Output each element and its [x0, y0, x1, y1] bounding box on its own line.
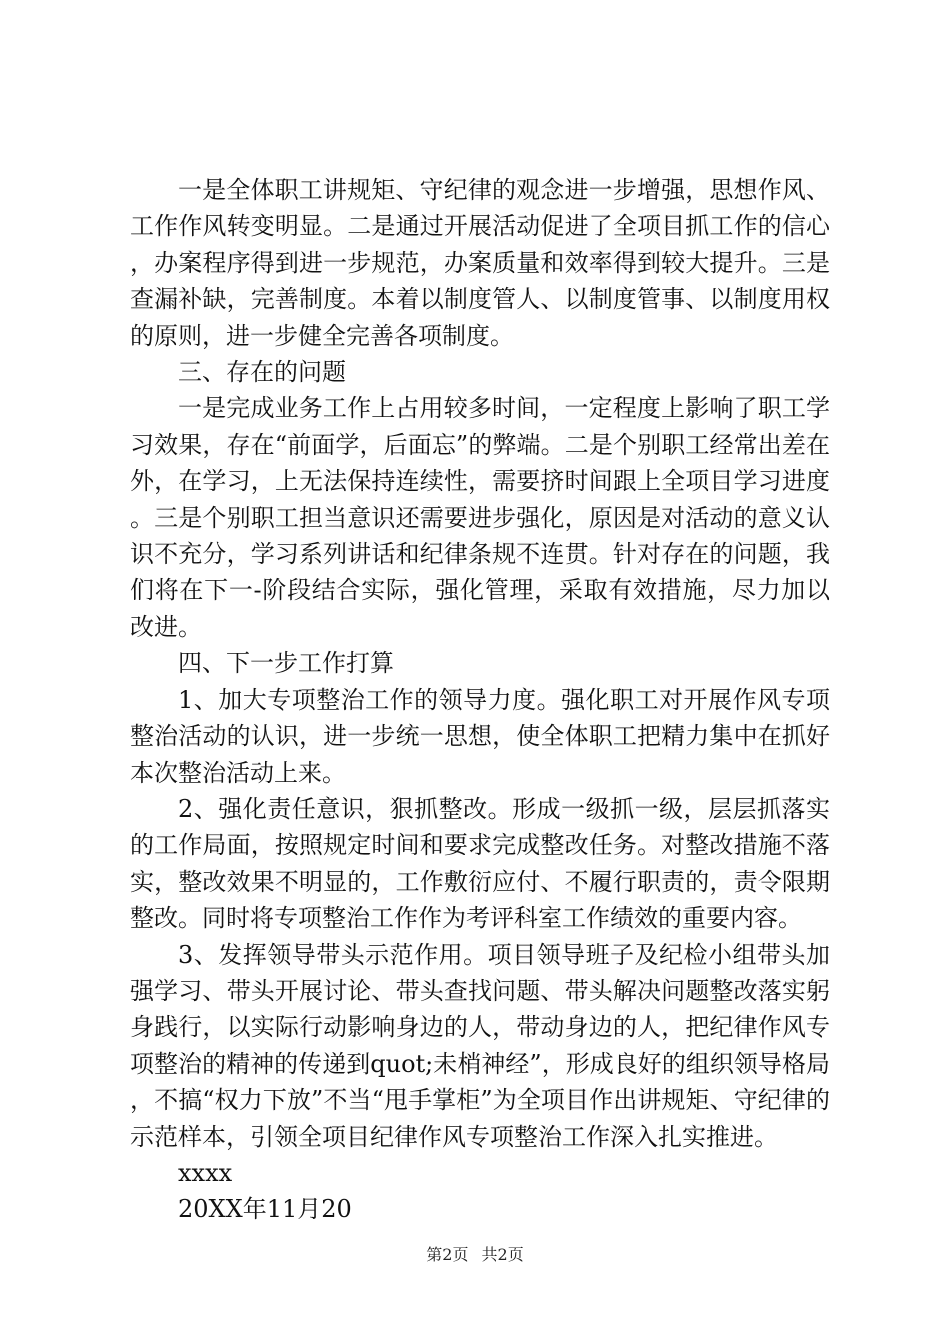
page-number: 第2页: [426, 1245, 469, 1264]
paragraph-step-2: 2、强化责任意识，狠抓整改。形成一级抓一级，层层抓落实的工作局面，按照规定时间和要求完成整改任务。对整改措施不落实，整改效果不明显的，工作敷衍应付、不履行职责的，责令限期整改。同时将专项整治工作作为考评科室工作绩效的重要内容。: [130, 794, 830, 933]
paragraph-step-3: 3、发挥领导带头示范作用。项目领导班子及纪检小组带头加强学习、带头开展讨论、带头查找问题、带头解决问题整改落实躬身践行，以实际行动影响身边的人，带动身边的人，把纪律作风专项整治的精神的传递到quot;未梢神经”，形成良好的组织领导格局，不搞“权力下放”不当“甩手掌柜”为全项目作出讲规矩、守纪律的示范样本，引领全项目纪律作风专项整治工作深入扎实推进。: [130, 940, 830, 1151]
paragraph-problems: 一是完成业务工作上占用较多时间，一定程度上影响了职工学习效果，存在“前面学，后面忘”的弊端。二是个别职工经常出差在外，在学习，上无法保持连续性，需要挤时间跟上全项目学习进度。三是个别职工担当意识还需要进步强化，原因是对活动的意义认识不充分，学习系列讲话和纪律条规不连贯。针对存在的问题，我们将在下一-阶段结合实际，强化管理，采取有效措施，尽力加以改进。: [130, 394, 830, 641]
page-footer: [0, 1245, 950, 1265]
section-heading-problems: 三、存在的问题: [178, 358, 346, 387]
date: 20XX年11月20: [178, 1195, 352, 1224]
signature: xxxx: [178, 1158, 233, 1187]
document-body: [130, 172, 830, 1228]
paragraph-results: 一是全体职工讲规矩、守纪律的观念进一步增强，思想作风、工作作风转变明显。二是通过开展活动促进了全项目抓工作的信心，办案程序得到进一步规范，办案质量和效率得到较大提升。三是查漏补缺，完善制度。本着以制度管人、以制度管事、以制度用权的原则，进一步健全完善各项制度。: [130, 176, 830, 350]
paragraph-step-1: 1、加大专项整治工作的领导力度。强化职工对开展作风专项整治活动的认识，进一步统一思想，使全体职工把精力集中在抓好本次整治活动上来。: [130, 685, 830, 787]
page-total: 共2页: [481, 1245, 524, 1264]
section-heading-next-steps: 四、下一步工作打算: [178, 649, 394, 678]
